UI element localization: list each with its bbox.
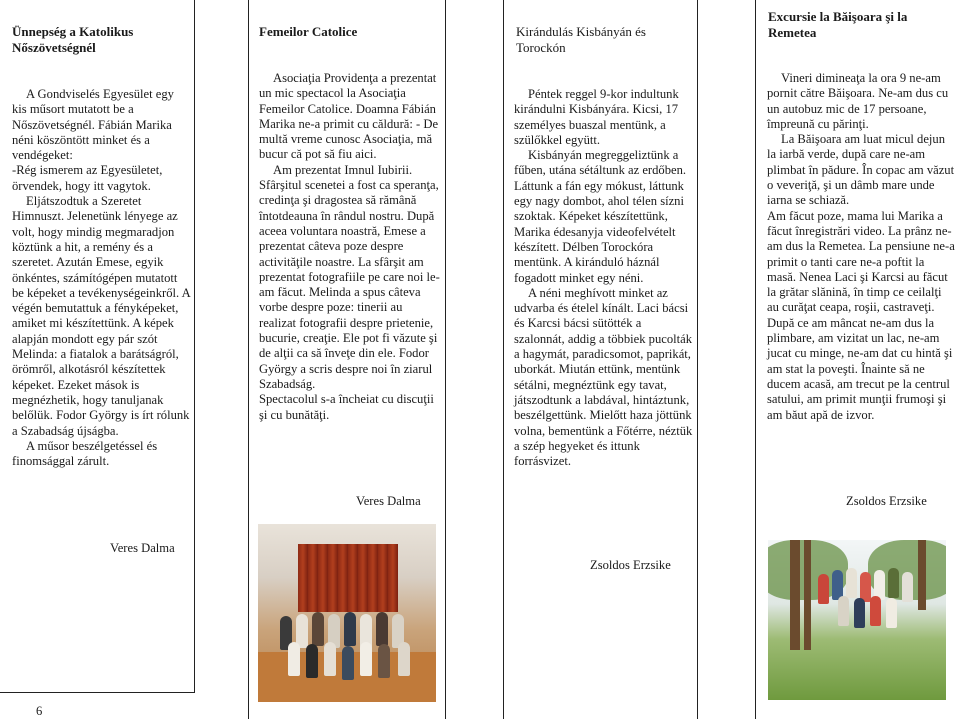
person-figure <box>324 642 336 676</box>
person-figure <box>886 598 897 628</box>
person-figure <box>870 596 881 626</box>
article-4-paragraph: La Băişoara am luat micul dejun la iarbă verde, după care ne-am plimbat în pădure. În copac am văzut o veveriţă, şi un dâmb mare unde iarna se schiază. <box>767 132 955 208</box>
article-3-paragraph: A néni meghívott minket az udvarba és ételel kínált. Laci bácsi és Karcsi bácsi sütötték a szalonnát, addig a többiek pucolták a hagymát, paradicsomot, paprikát, uborkát. Miután ettünk, mentünk sétálni, megnéztünk egy tavat, játszodtunk a labdával, hintáztunk, beszélgettünk. Mielőtt haza jöttünk volna, bementünk a Főtérre, néztük a szép hegyeket és ittunk forrásvizet. <box>514 285 693 469</box>
article-2-paragraph: Asociaţia Providenţa a prezentat un mic spectacol la Asociaţia Femeilor Catolice. Doamna Fábián Marika ne-a primit cu căldură: - De multă vreme cunosc Asociaţia, mă bucur că pot să fiu aici. <box>259 71 439 162</box>
group-photo-hall <box>258 524 436 702</box>
person-figure <box>888 568 899 598</box>
article-2-paragraph: Spectacolul s-a încheiat cu discuţii şi cu bunătăţi. <box>259 392 434 422</box>
article-1-paragraph: Eljátszodtuk a Szeretet Himnuszt. Jelenetünk lényege az volt, hogy mindig megmaradjon köztünk a hit, a remény és a szeretet. Azután Emese, egyik önkéntes, számítógépen mutatott be képeket a tevékenységeinkről. A végén bemutattuk a fényképeket, amiket mi készítettünk. A képek alapján mondott egy pár szót Melinda: a fiatalok a barátságról, örömről, alkotásról készítettek képeket. Ezeket mások is megnézhetik, hogy tanuljanak belőlük. Fodor György is írt rólunk a Szabadság újságba. <box>12 194 190 438</box>
person-figure <box>398 642 410 676</box>
person-figure <box>288 642 300 676</box>
tree-trunk <box>804 540 811 650</box>
article-4-title-line-2: Remetea <box>768 25 817 40</box>
article-4-body <box>767 71 955 423</box>
stage-curtain <box>298 544 398 612</box>
article-2-title <box>259 24 439 40</box>
person-figure <box>838 596 849 626</box>
article-1-title-line-2: Nőszövetségnél <box>12 40 96 55</box>
person-figure <box>854 598 865 628</box>
article-4-paragraph: Vineri dimineaţa la ora 9 ne-am pornit către Băişoara. Ne-am dus cu un autobuz mic de 17 persoane, împreună cu părinţi. <box>767 71 949 131</box>
person-figure <box>344 612 356 646</box>
article-4-signature: Zsoldos Erzsike <box>846 494 927 508</box>
article-1-paragraph: A Gondviselés Egyesület egy kis műsort mutatott be a Nőszövetségnél. Fábián Marika néni köszöntött minket és a vendégeket: <box>12 87 174 163</box>
article-1-title <box>12 24 187 56</box>
article-3-title-line-2: Torockón <box>516 40 566 55</box>
person-figure <box>306 644 318 678</box>
article-2-paragraph: Am prezentat Imnul Iubirii. Sfârşitul scenetei a fost ca speranţa, credinţa şi dragostea să rămână întotdeauna în rândul nostru. După aceea voluntara noastră, Emese a prezentat câteva poze despre activităţile noastre. La sfârşit am prezentat fotografiile pe care noi le-am făcut. Melinda a spus câteva vorbe despre poze: tinerii au realizat fotografii despre prietenie, bucurie, creaţie. Ele pot fi văzute şi de alţii ca să înveţe din ele. Fodor György a scris despre noi în ziarul Szabadság. <box>259 162 440 391</box>
article-1-paragraph: A műsor beszélgetéssel és finomsággal zárult. <box>12 438 158 469</box>
article-1-body <box>12 87 190 469</box>
person-figure <box>902 572 913 602</box>
article-3-paragraph: Péntek reggel 9-kor indultunk kirándulni Kisbányára. Kicsi, 17 személyes buaszal mentünk, a szülőkkel együtt. <box>514 87 679 147</box>
person-figure <box>312 612 324 646</box>
tree-trunk <box>918 540 926 610</box>
article-4-paragraph: Am făcut poze, mama lui Marika a făcut înregistrări video. La prânz ne-am dus la Remetea. La pensiune ne-a primit o tanti care ne-a poftit la masă. Nenea Laci şi Karcsi au făcut la grătar slănină, în timp ce ceilalţi au curăţat ceapa, roşii, castraveţi. După ce am mâncat ne-am dus la plimbare, am vizitat un lac, ne-am jucat cu minge, ne-am dat cu hintă şi am stat la poveşti. Înainte să ne ducem acasă, am trecut pe la centrul satului, am primit munţii frumoşi şi am băut apă de izvor. <box>767 208 955 422</box>
person-figure <box>360 642 372 676</box>
article-2-signature: Veres Dalma <box>356 494 421 508</box>
page-number: 6 <box>36 704 43 718</box>
person-figure <box>342 646 354 680</box>
article-4-title <box>768 9 953 41</box>
person-figure <box>376 612 388 646</box>
article-4-title-line-1: Excursie la Băişoara şi la <box>768 9 908 24</box>
article-1-signature: Veres Dalma <box>110 541 175 555</box>
article-3-body <box>514 87 694 469</box>
article-1-title-line-1: Ünnepség a Katolikus <box>12 24 134 39</box>
article-2-title-line-1: Femeilor Catolice <box>259 24 358 39</box>
article-3-title <box>516 24 694 56</box>
person-figure <box>378 644 390 678</box>
article-2-body <box>259 71 441 423</box>
article-3-paragraph: Kisbányán megreggeliztünk a fűben, utána sétáltunk az erdőben. Láttunk a fán egy mókust, láttunk egy nagy dombot, ahol télen sízni szoktak. Képeket készítettünk, Marika édesanyja videofelvételt készített. Délben Torockóra mentünk. A kiránduló háznál fogadott minket egy néni. <box>514 148 687 285</box>
article-1-paragraph: -Rég ismerem az Egyesületet, örvendek, hogy itt vagytok. <box>12 163 163 193</box>
group-photo-forest <box>768 540 946 700</box>
person-figure <box>818 574 829 604</box>
article-3-signature: Zsoldos Erzsike <box>590 558 671 572</box>
article-3-title-line-1: Kirándulás Kisbányán és <box>516 24 646 39</box>
person-figure <box>846 568 857 598</box>
tree-trunk <box>790 540 800 650</box>
